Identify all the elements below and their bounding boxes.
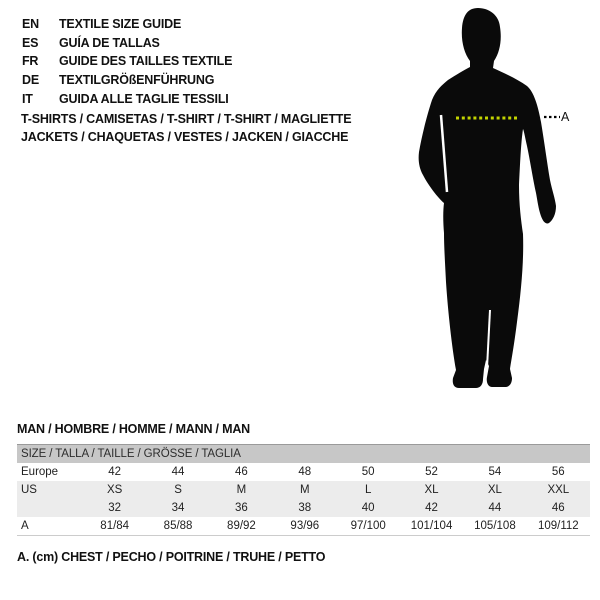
size-cell: 46 [235, 466, 248, 478]
size-cell: 42 [108, 466, 122, 478]
size-cell: XS [107, 484, 123, 496]
row-label: A [21, 520, 29, 532]
language-guide-title: GUIDE DES TAILLES TEXTILE [59, 54, 233, 69]
section-title: MAN / HOMBRE / HOMME / MANN / MAN [17, 422, 250, 436]
size-cell: 89/92 [227, 520, 256, 532]
row-label [17, 499, 83, 517]
table-row-us [17, 481, 590, 499]
size-cell: 46 [551, 502, 565, 514]
size-cell: S [174, 484, 182, 496]
language-code: IT [22, 91, 33, 106]
size-cell: L [364, 484, 372, 496]
row-label: US [21, 484, 37, 496]
size-cell: 42 [425, 502, 438, 514]
language-guide-title: TEXTILE SIZE GUIDE [59, 17, 182, 32]
size-cell: 81/84 [100, 520, 130, 532]
language-code: DE [22, 73, 39, 88]
size-cell: 48 [298, 466, 312, 478]
language-code: EN [22, 17, 39, 32]
size-cell: 44 [171, 466, 185, 478]
table-row-chest-cm [17, 517, 590, 535]
size-cell: 50 [361, 466, 375, 478]
size-cell: 32 [108, 502, 122, 514]
table-row-europe [17, 463, 590, 481]
size-cell: 44 [488, 502, 502, 514]
row-label: Europe [21, 466, 59, 478]
size-cell: 36 [235, 502, 248, 514]
size-cell: M [300, 484, 310, 496]
language-code: ES [22, 35, 39, 50]
measure-label-a: A [561, 110, 570, 124]
language-guide-title: GUIDA ALLE TAGLIE TESSILI [59, 91, 229, 106]
size-cell: 93/96 [290, 520, 320, 532]
size-cell: 109/112 [537, 520, 579, 532]
size-cell: 101/104 [410, 520, 453, 532]
size-cell: 85/88 [163, 520, 193, 532]
size-cell: M [236, 484, 247, 496]
garment-line-tshirts: T-SHIRTS / CAMISETAS / T-SHIRT / T-SHIRT / MAGLIETTE [21, 112, 352, 126]
size-table [17, 444, 590, 536]
language-guide-title: TEXTILGRÖßENFÜHRUNG [59, 73, 215, 88]
size-cell: 97/100 [350, 520, 386, 532]
measurement-footnote: A. (cm) CHEST / PECHO / POITRINE / TRUHE / PETTO [17, 550, 326, 564]
size-cell: 52 [425, 466, 438, 478]
size-cell: XXL [547, 484, 570, 496]
size-cell: 34 [171, 502, 185, 514]
table-header: SIZE / TALLA / TAILLE / GRÖSSE / TAGLIA [17, 445, 590, 463]
size-cell: 40 [361, 502, 375, 514]
size-cell: 54 [488, 466, 502, 478]
language-guide-title: GUÍA DE TALLAS [59, 35, 160, 50]
size-cell: 105/108 [474, 520, 516, 532]
size-cell: 38 [298, 502, 312, 514]
size-cell: XL [424, 484, 439, 496]
man-silhouette [419, 8, 556, 388]
size-cell: XL [487, 484, 502, 496]
table-row-us-numeric [17, 499, 590, 517]
garment-line-jackets: JACKETS / CHAQUETAS / VESTES / JACKEN / GIACCHE [21, 129, 349, 144]
size-cell: 56 [551, 466, 565, 478]
language-code: FR [22, 54, 39, 69]
